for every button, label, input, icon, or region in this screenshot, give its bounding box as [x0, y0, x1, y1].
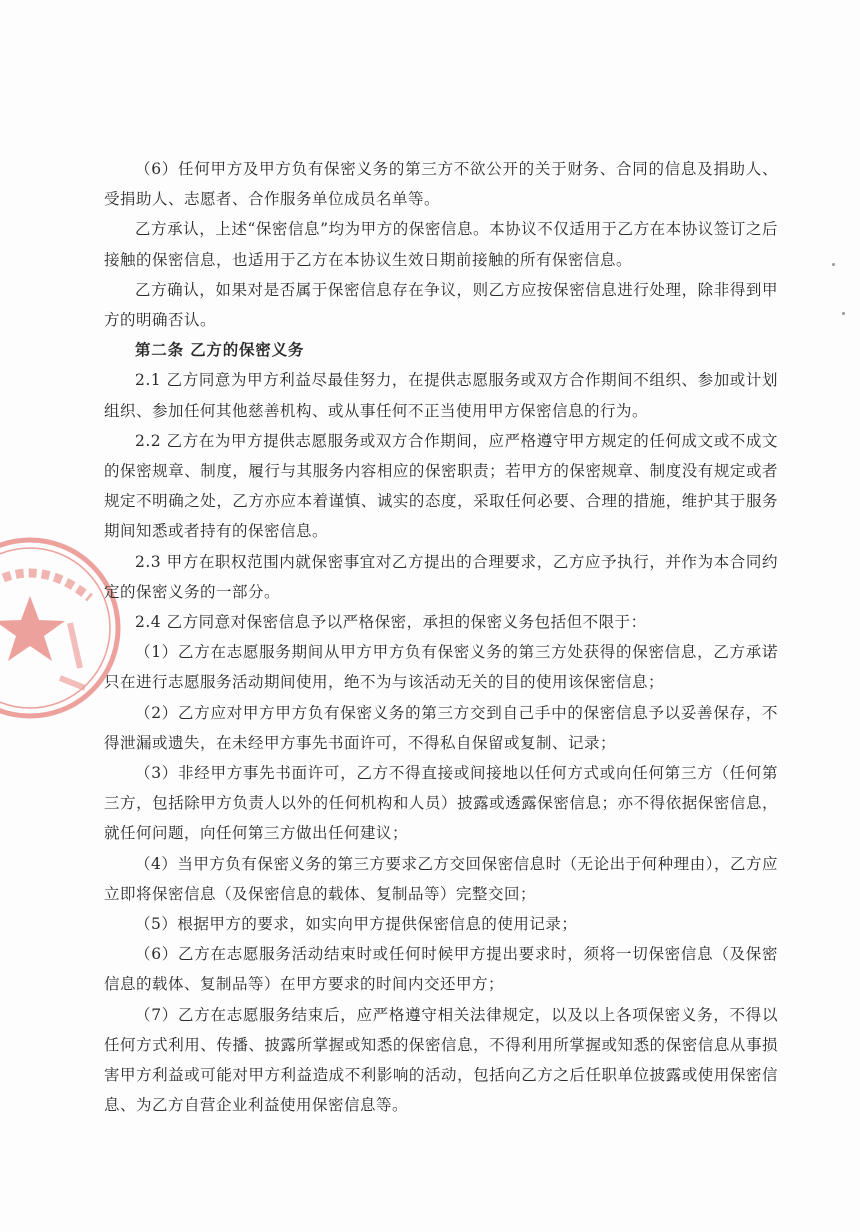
paragraph: 2.4 乙方同意对保密信息予以严格保密，承担的保密义务包括但不限于：	[135, 613, 647, 632]
list-item: （4）当甲方负有保密义务的第三方要求乙方交回保密信息时（无论出于何种理由），乙方应立即将保密信息（及保密信息的载体、复制品等）完整交回；	[104, 854, 778, 903]
star-icon	[0, 596, 65, 661]
paragraph: 乙方承认，上述“保密信息”均为甲方的保密信息。本协议不仅适用于乙方在本协议签订之后接触的保密信息，也适用于乙方在本协议生效日期前接触的所有保密信息。	[104, 220, 778, 269]
list-item: （3）非经甲方事先书面许可，乙方不得直接或间接地以任何方式或向任何第三方（任何第三方，包括除甲方负责人以外的任何机构和人员）披露或透露保密信息；亦不得依据保密信息，就任何问题，向任何第三方做出任何建议；	[104, 764, 778, 843]
paragraph: 2.2 乙方在为甲方提供志愿服务或双方合作期间，应严格遵守甲方规定的任何成文或不成文的保密规章、制度，履行与其服务内容相应的保密职责；若甲方的保密规章、制度没有规定或者规定不明确之处，乙方亦应本着谨慎、诚实的态度，采取任何必要、合理的措施，维护其于服务期间知悉或者持有的保密信息。	[104, 431, 778, 541]
seal-lettering-marks	[60, 623, 85, 688]
seal-inner-ring	[0, 548, 110, 708]
list-item: （6）乙方在志愿服务活动结束时或任何时候甲方提出要求时，须将一切保密信息（及保密信息的载体、复制品等）在甲方要求的时间内交还甲方；	[104, 945, 778, 994]
scan-mark	[842, 312, 845, 315]
document-body	[104, 154, 778, 1121]
seal-lettering-arc	[0, 573, 90, 598]
paragraph: 2.3 甲方在职权范围内就保密事宜对乙方提出的合理要求，乙方应予执行，并作为本合同约定的保密义务的一部分。	[104, 552, 778, 601]
paragraph: 2.1 乙方同意为甲方利益尽最佳努力，在提供志愿服务或双方合作期间不组织、参加或计划组织、参加任何其他慈善机构、或从事任何不正当使用甲方保密信息的行为。	[104, 371, 778, 420]
list-item: （1）乙方在志愿服务期间从甲方甲方负有保密义务的第三方处获得的保密信息，乙方承诺只在进行志愿服务活动期间使用，绝不为与该活动无关的目的使用该保密信息；	[104, 643, 778, 692]
list-item: （7）乙方在志愿服务结束后，应严格遵守相关法律规定，以及以上各项保密义务，不得以任何方式利用、传播、披露所掌握或知悉的保密信息，不得利用所掌握或知悉的保密信息从事损害甲方利益或可能对甲方利益造成不利影响的活动，包括向乙方之后任职单位披露或使用保密信息、为乙方自营企业利益使用保密信息等。	[104, 1005, 778, 1115]
paragraph: （6）任何甲方及甲方负有保密义务的第三方不欲公开的关于财务、合同的信息及捐助人、受捐助人、志愿者、合作服务单位成员名单等。	[104, 160, 778, 209]
section-heading: 第二条 乙方的保密义务	[135, 340, 305, 360]
list-item: （5）根据甲方的要求，如实向甲方提供保密信息的使用记录；	[135, 915, 578, 934]
paragraph: 乙方确认，如果对是否属于保密信息存在争议，则乙方应按保密信息进行处理，除非得到甲方的明确否认。	[104, 280, 778, 330]
scan-mark	[832, 263, 835, 266]
list-item: （2）乙方应对甲方甲方负有保密义务的第三方交到自己手中的保密信息予以妥善保存，不得泄漏或遗失，在未经甲方事先书面许可，不得私自保留或复制、记录；	[104, 703, 778, 752]
seal-outer-ring	[0, 540, 118, 716]
